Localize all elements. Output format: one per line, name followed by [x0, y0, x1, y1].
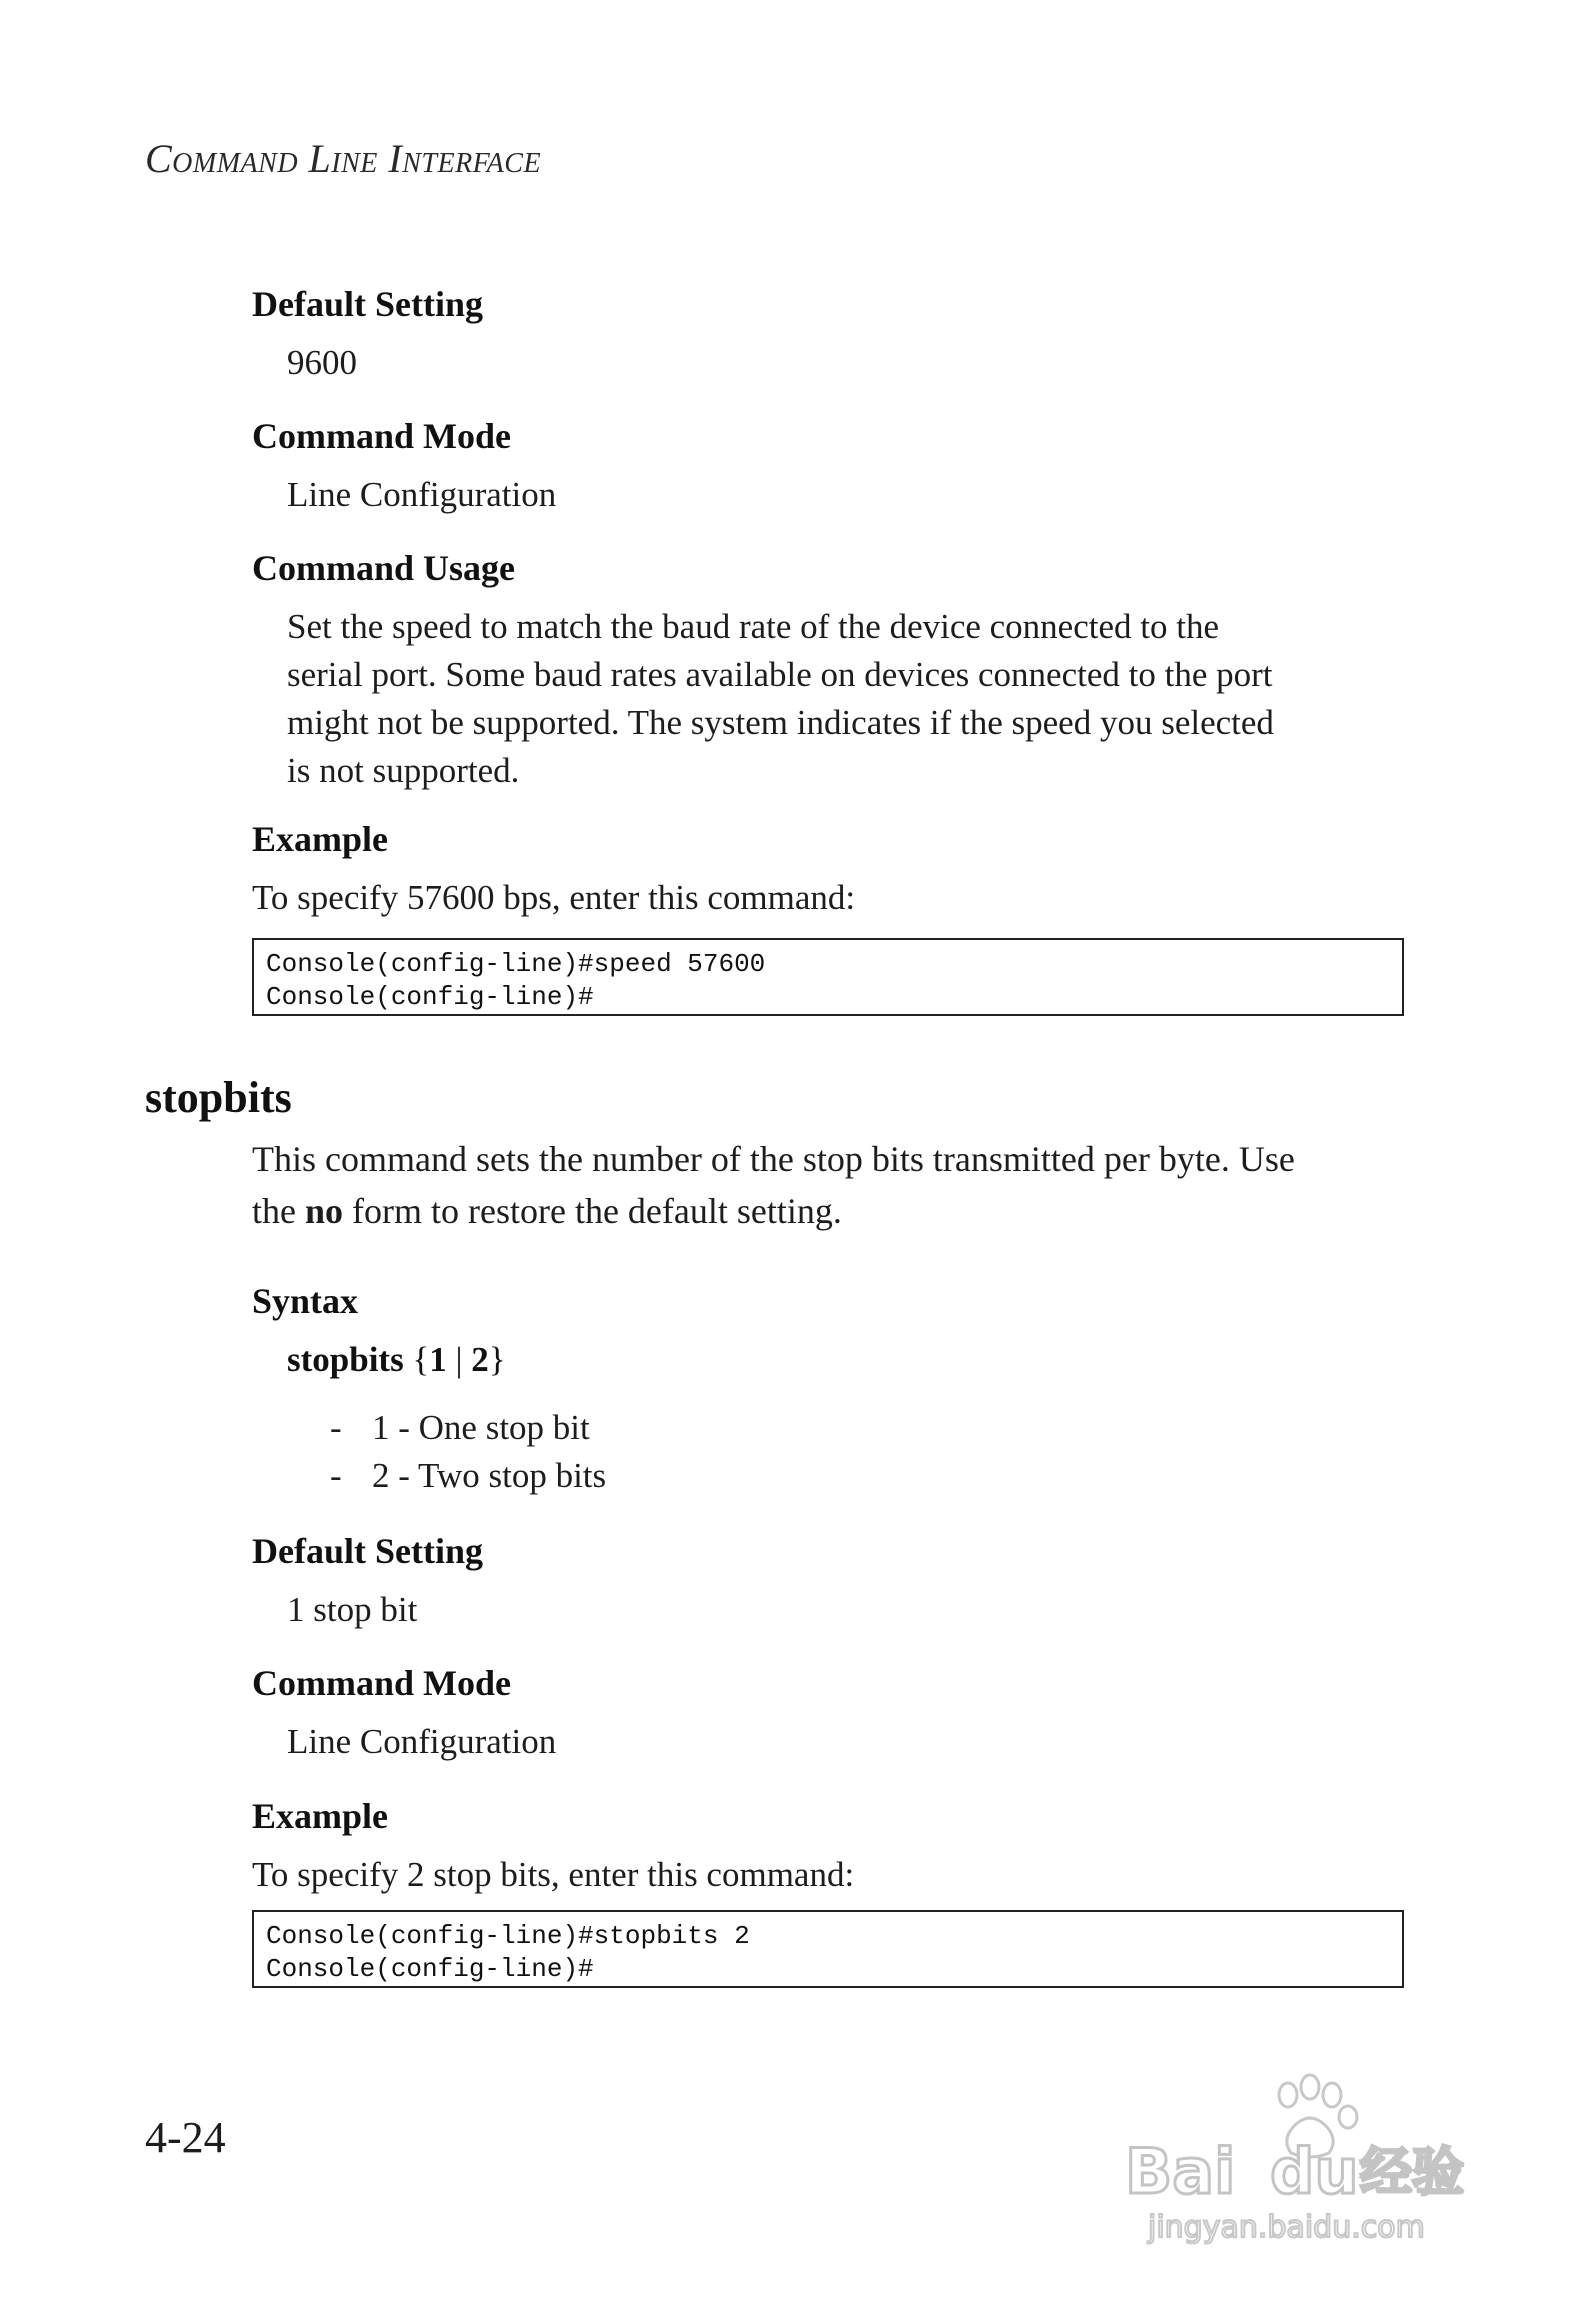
command-mode-heading: Command Mode	[252, 416, 511, 456]
command-mode-value: Line Configuration	[287, 475, 557, 514]
code-block	[252, 938, 1404, 1016]
option-item	[330, 1456, 606, 1496]
example-heading: Example	[252, 819, 389, 859]
code-block	[252, 1910, 1404, 1988]
code-line: Console(config-line)#	[266, 1954, 594, 1984]
no-keyword: no	[304, 1191, 344, 1231]
default-setting-heading: Default Setting	[252, 284, 483, 324]
syntax-option: 2	[471, 1340, 489, 1379]
default-setting-heading: Default Setting	[252, 1531, 483, 1571]
command-usage-line: serial port. Some baud rates available on devices connected to the port	[287, 655, 1273, 694]
command-usage-text	[287, 603, 1397, 795]
command-usage-line: might not be supported. The system indicates if the speed you selected	[287, 703, 1274, 742]
watermark-cn: 经验	[1360, 2143, 1465, 2203]
section-description	[252, 1133, 1402, 1237]
code-line: Console(config-line)#speed 57600	[266, 949, 766, 979]
syntax-separator: |	[455, 1340, 463, 1379]
option-text: 1 - One stop bit	[372, 1408, 590, 1447]
watermark-brand2: du	[1270, 2135, 1359, 2208]
syntax-keyword: stopbits	[287, 1340, 404, 1379]
description-line: This command sets the number of the stop bits transmitted per byte. Use	[252, 1139, 1295, 1179]
option-dash: -	[330, 1456, 342, 1495]
syntax-brace: {	[412, 1340, 430, 1379]
description-text: form to restore the default setting.	[343, 1191, 842, 1231]
command-mode-value: Line Configuration	[287, 1722, 557, 1761]
default-setting-value: 9600	[287, 343, 357, 382]
running-header: Command Line Interface	[145, 136, 542, 181]
code-line: Console(config-line)#	[266, 982, 594, 1012]
example-heading: Example	[252, 1796, 389, 1836]
option-item	[330, 1408, 590, 1448]
baidu-watermark-logo	[1120, 2065, 1500, 2245]
option-text: 2 - Two stop bits	[372, 1456, 607, 1495]
description-line	[252, 1185, 1402, 1237]
syntax-heading: Syntax	[252, 1281, 359, 1321]
section-title: stopbits	[145, 1073, 292, 1122]
watermark-brand: Bai	[1125, 2135, 1236, 2208]
example-intro: To specify 2 stop bits, enter this command:	[252, 1855, 855, 1894]
code-line: Console(config-line)#stopbits 2	[266, 1921, 750, 1951]
example-intro: To specify 57600 bps, enter this command:	[252, 878, 856, 917]
syntax-command	[287, 1340, 506, 1380]
description-text: the	[252, 1191, 305, 1231]
page-number: 4-24	[145, 2113, 226, 2162]
syntax-brace: }	[488, 1340, 506, 1379]
command-usage-line: Set the speed to match the baud rate of the device connected to the	[287, 607, 1219, 646]
option-dash: -	[330, 1408, 342, 1447]
command-usage-heading: Command Usage	[252, 548, 516, 588]
command-mode-heading: Command Mode	[252, 1663, 511, 1703]
watermark-url: jingyan.baidu.com	[1148, 2210, 1425, 2245]
default-setting-value: 1 stop bit	[287, 1590, 418, 1629]
syntax-option: 1	[429, 1340, 447, 1379]
command-usage-line: is not supported.	[287, 751, 520, 790]
